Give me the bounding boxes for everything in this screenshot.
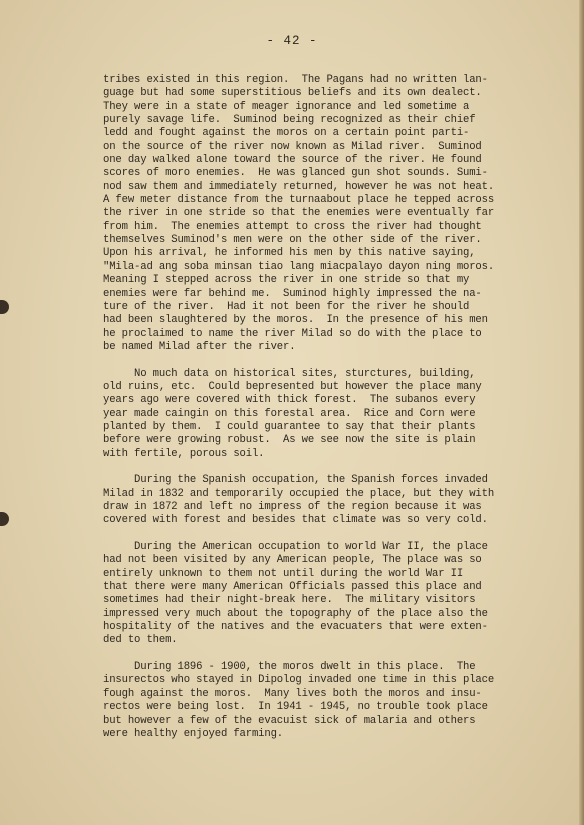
text-line: ture of the river. Had it not been for the river he should <box>103 300 470 313</box>
text-line: entirely unknown to them not until during the world War II <box>103 567 464 580</box>
paragraph-gap <box>103 528 523 541</box>
text-line: tribes existed in this region. The Pagans had no written lan- <box>103 74 488 86</box>
text-line: covered with forest and besides that climate was so very cold. <box>103 514 488 527</box>
text-line: insurectos who stayed in Dipolog invaded one time in this place <box>103 674 495 687</box>
text-line: Upon his arrival, he informed his men by this native saying, <box>103 247 476 260</box>
text-line: he proclaimed to name the river Milad so do with the place to <box>103 327 482 340</box>
paragraph <box>103 368 523 461</box>
text-line: year made caingin on this forestal area. Rice and Corn were <box>103 407 476 420</box>
text-line: enemies were far behind me. Suminod highly impressed the na- <box>103 287 482 300</box>
text-line: "Mila-ad ang soba minsan tiao lang miacpalayo dayon ning moros. <box>103 260 495 273</box>
text-line: Meaning I stepped across the river in one stride so that my <box>103 274 470 287</box>
paragraph <box>103 74 523 354</box>
text-line: rectos were being lost. In 1941 - 1945, no trouble took place <box>103 701 488 714</box>
paragraph-gap <box>103 354 523 367</box>
text-line: scores of moro enemies. He was glanced gun shot sounds. Sumi- <box>103 167 488 180</box>
text-line: had not been visited by any American people, The place was so <box>103 554 482 567</box>
punch-hole <box>0 300 9 314</box>
text-line: one day walked alone toward the source of the river. He found <box>103 154 482 167</box>
text-line: be named Milad after the river. <box>103 340 296 353</box>
paragraph <box>103 541 523 648</box>
text-line: the river in one stride so that the enemies were eventually far <box>103 207 495 220</box>
text-line: ded to them. <box>103 634 178 647</box>
text-line: draw in 1872 and left no impress of the region because it was <box>103 501 482 513</box>
text-line: planted by them. I could guarantee to say that their plants <box>103 420 476 433</box>
text-line: themselves Suminod's men were on the other side of the river. <box>103 234 482 247</box>
text-line: nod saw them and immediately returned, however he was not heat. <box>103 180 495 193</box>
text-line: from him. The enemies attempt to cross the river had thought <box>103 220 482 233</box>
page-edge-shadow <box>579 0 584 825</box>
text-line: ledd and fought against the moros on a certain point parti- <box>103 127 470 140</box>
text-line: before were growing robust. As we see now the site is plain <box>103 434 476 447</box>
text-line: with fertile, porous soil. <box>103 447 265 460</box>
text-line: During the American occupation to world War II, the place <box>103 541 488 554</box>
punch-hole <box>0 512 9 526</box>
text-line: Milad in 1832 and temporarily occupied the place, but they with <box>103 487 495 500</box>
page-number: - 42 - <box>266 34 318 48</box>
text-line: old ruins, etc. Could bepresented but however the place many <box>103 380 482 393</box>
text-line: fough against the moros. Many lives both the moros and insu- <box>103 687 482 700</box>
text-line: guage but had some superstitious beliefs and its own dealect. <box>103 87 482 100</box>
text-line: impressed very much about the topography of the place also the <box>103 607 488 620</box>
text-line: but however a few of the evacuist sick of malaria and others <box>103 714 476 727</box>
paragraph-gap <box>103 461 523 474</box>
text-line: sometimes had their night-break here. The military visitors <box>103 594 476 607</box>
paragraph <box>103 661 523 741</box>
text-line: They were in a state of meager ignorance and led sometime a <box>103 100 470 113</box>
text-line: that there were many American Officials passed this place and <box>103 581 482 594</box>
body-text <box>103 74 523 741</box>
text-line: During the Spanish occupation, the Spanish forces invaded <box>103 474 488 487</box>
paragraph-gap <box>103 648 523 661</box>
paragraph <box>103 474 523 527</box>
text-line: years ago were covered with thick forest. The subanos every <box>103 394 476 407</box>
text-line: A few meter distance from the turnaabout place he tepped across <box>103 194 495 207</box>
text-line: No much data on historical sites, sturctures, building, <box>103 367 476 380</box>
text-line: on the source of the river now known as Milad river. Suminod <box>103 140 482 153</box>
text-line: During 1896 - 1900, the moros dwelt in this place. The <box>103 661 476 674</box>
text-line: hospitality of the natives and the evacuaters that were exten- <box>103 621 488 634</box>
text-line: purely savage life. Suminod being recognized as their chief <box>103 114 476 127</box>
text-line: had been slaughtered by the moros. In the presence of his men <box>103 314 488 327</box>
text-line: were healthy enjoyed farming. <box>103 727 284 740</box>
